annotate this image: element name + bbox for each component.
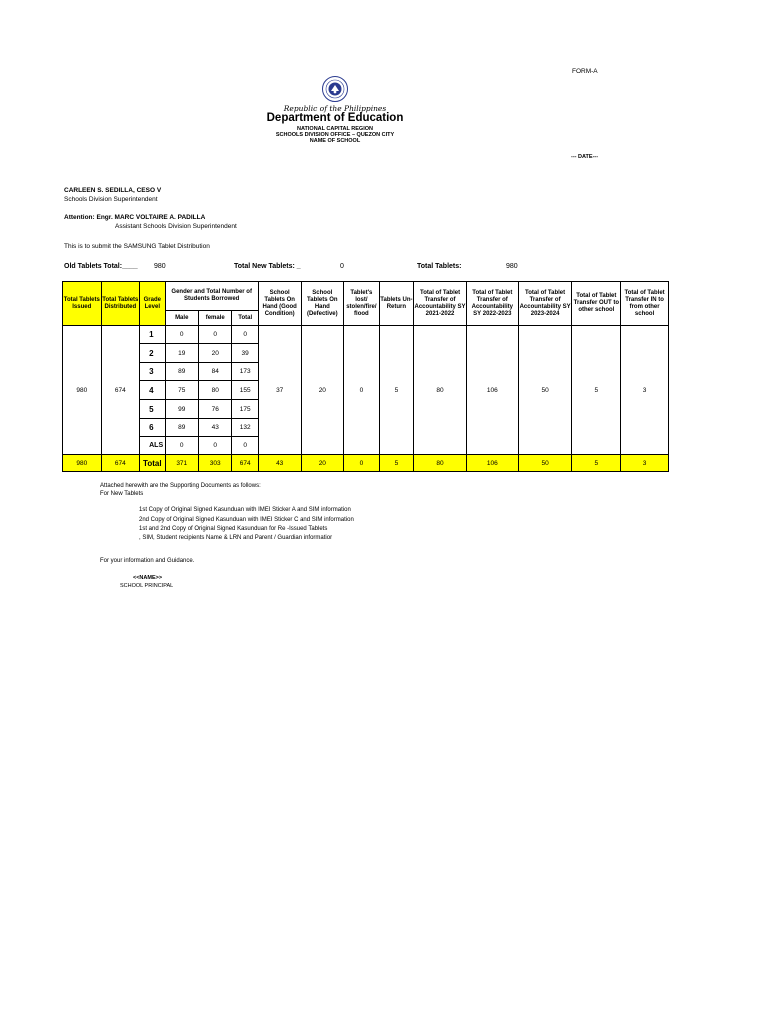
header-gender: Gender and Total Number of Students Borrowed <box>165 282 258 311</box>
attachment-item-4: , SIM, Student recipients Name & LRN and Parent / Guardian informatior <box>139 535 333 541</box>
header-total: Total <box>232 311 258 326</box>
out-cell: 5 <box>572 326 621 455</box>
addressee-name: CARLEEN S. SEDILLA, CESO V <box>64 187 162 194</box>
female-cell: 0 <box>198 437 231 455</box>
total-issued-cell: 980 <box>63 455 102 472</box>
total-cell: 39 <box>232 344 258 363</box>
issued-cell: 980 <box>63 326 102 455</box>
distributed-cell: 674 <box>101 326 140 455</box>
total-in-cell: 3 <box>621 455 669 472</box>
female-cell: 0 <box>198 326 231 344</box>
female-cell: 80 <box>198 381 231 400</box>
male-cell: 0 <box>165 326 198 344</box>
header-in: Total of Tablet Transfer IN to from other school <box>621 282 669 326</box>
grade-cell: 3 <box>140 363 165 381</box>
grade-cell: 2 <box>140 344 165 363</box>
good-cell: 37 <box>258 326 301 455</box>
total-distributed-cell: 674 <box>101 455 140 472</box>
school-line: NAME OF SCHOOL <box>309 138 361 144</box>
new-tablets-label: Total New Tablets: _ <box>234 263 301 270</box>
total-cell: 0 <box>232 437 258 455</box>
signatory-name: <<NAME>> <box>133 575 163 581</box>
total-sy2324-cell: 50 <box>518 455 572 472</box>
defective-cell: 20 <box>301 326 344 455</box>
attachment-item-3: 1st and 2nd Copy of Original Signed Kasunduan for Re -Issued Tablets <box>139 526 328 532</box>
total-male-cell: 371 <box>165 455 198 472</box>
table-row <box>63 326 669 344</box>
grade-cell: 5 <box>140 400 165 419</box>
total-defective-cell: 20 <box>301 455 344 472</box>
header-male: Male <box>165 311 198 326</box>
total-cell: 173 <box>232 363 258 381</box>
date-line: --- DATE--- <box>571 154 599 160</box>
female-cell: 20 <box>198 344 231 363</box>
region-line: NATIONAL CAPITAL REGION <box>297 126 373 132</box>
header-sy2324: Total of Tablet Transfer of Accountability SY 2023-2024 <box>518 282 572 326</box>
header-female: female <box>198 311 231 326</box>
total-cell: 155 <box>232 381 258 400</box>
in-cell: 3 <box>621 326 669 455</box>
male-cell: 19 <box>165 344 198 363</box>
total-female-cell: 303 <box>198 455 231 472</box>
total-sy2122-cell: 80 <box>414 455 467 472</box>
female-cell: 43 <box>198 419 231 437</box>
department-title: Department of Education <box>266 112 404 124</box>
header-out: Total of Tablet Transfer OUT to other school <box>572 282 621 326</box>
signatory-title: SCHOOL PRINCIPAL <box>120 583 174 589</box>
total-total-cell: 674 <box>232 455 258 472</box>
new-tablets-value: 0 <box>340 263 344 270</box>
unreturn-cell: 5 <box>379 326 414 455</box>
republic-line: Republic of the Philippines <box>283 104 387 113</box>
header-defective: School Tablets On Hand (Defective) <box>301 282 344 326</box>
total-tablets-label: Total Tablets: <box>417 263 462 270</box>
total-cell: 0 <box>232 326 258 344</box>
header-issued: Total Tablets Issued <box>63 282 102 326</box>
total-cell: 132 <box>232 419 258 437</box>
attention-line: Attention: Engr. MARC VOLTAIRE A. PADILLA <box>64 214 206 221</box>
lost-cell: 0 <box>344 326 380 455</box>
form-label: FORM-A <box>572 68 598 75</box>
male-cell: 89 <box>165 419 198 437</box>
total-label-cell: Total <box>140 455 165 472</box>
sy2122-cell: 80 <box>414 326 467 455</box>
male-cell: 99 <box>165 400 198 419</box>
header-good: School Tablets On Hand (Good Condition) <box>258 282 301 326</box>
totals-row <box>63 455 669 472</box>
header-lost: Tablet's lost/ stolen/fire/ flood <box>344 282 380 326</box>
attachment-item-2: 2nd Copy of Original Signed Kasunduan with IMEI Sticker C and SIM information <box>139 517 354 523</box>
header-sy2223: Total of Tablet Transfer of Accountability SY 2022-2023 <box>466 282 518 326</box>
attention-title: Assistant Schools Division Superintendent <box>115 223 237 230</box>
division-line: SCHOOLS DIVISION OFFICE – QUEZON CITY <box>275 132 395 138</box>
old-tablets-value: 980 <box>154 263 166 270</box>
total-tablets-value: 980 <box>506 263 518 270</box>
grade-cell: 4 <box>140 381 165 400</box>
deped-seal-icon <box>322 76 348 102</box>
attachments-for-new: For New Tablets <box>100 491 144 497</box>
total-lost-cell: 0 <box>344 455 380 472</box>
female-cell: 76 <box>198 400 231 419</box>
attachment-item-1: 1st Copy of Original Signed Kasunduan with IMEI Sticker A and SIM information <box>139 507 351 513</box>
grade-cell: ALS <box>140 437 165 455</box>
attachments-intro: Attached herewith are the Supporting Documents as follows: <box>100 483 261 489</box>
male-cell: 0 <box>165 437 198 455</box>
grade-cell: 1 <box>140 326 165 344</box>
total-out-cell: 5 <box>572 455 621 472</box>
sy2223-cell: 106 <box>466 326 518 455</box>
total-unreturn-cell: 5 <box>379 455 414 472</box>
total-sy2223-cell: 106 <box>466 455 518 472</box>
male-cell: 75 <box>165 381 198 400</box>
sy2324-cell: 50 <box>518 326 572 455</box>
closing-text: For your information and Guidance. <box>100 558 195 564</box>
total-good-cell: 43 <box>258 455 301 472</box>
distribution-table <box>62 281 669 472</box>
header-unreturn: Tablets Un-Return <box>379 282 414 326</box>
grade-cell: 6 <box>140 419 165 437</box>
male-cell: 89 <box>165 363 198 381</box>
old-tablets-label: Old Tablets Total:____ <box>64 263 138 270</box>
intro-text: This is to submit the SAMSUNG Tablet Distribution <box>64 243 210 250</box>
header-distributed: Total Tablets Distributed <box>101 282 140 326</box>
total-cell: 175 <box>232 400 258 419</box>
header-grade: Grade Level <box>140 282 165 326</box>
addressee-title: Schools Division Superintendent <box>64 196 158 203</box>
female-cell: 84 <box>198 363 231 381</box>
header-sy2122: Total of Tablet Transfer of Accountability SY 2021-2022 <box>414 282 467 326</box>
